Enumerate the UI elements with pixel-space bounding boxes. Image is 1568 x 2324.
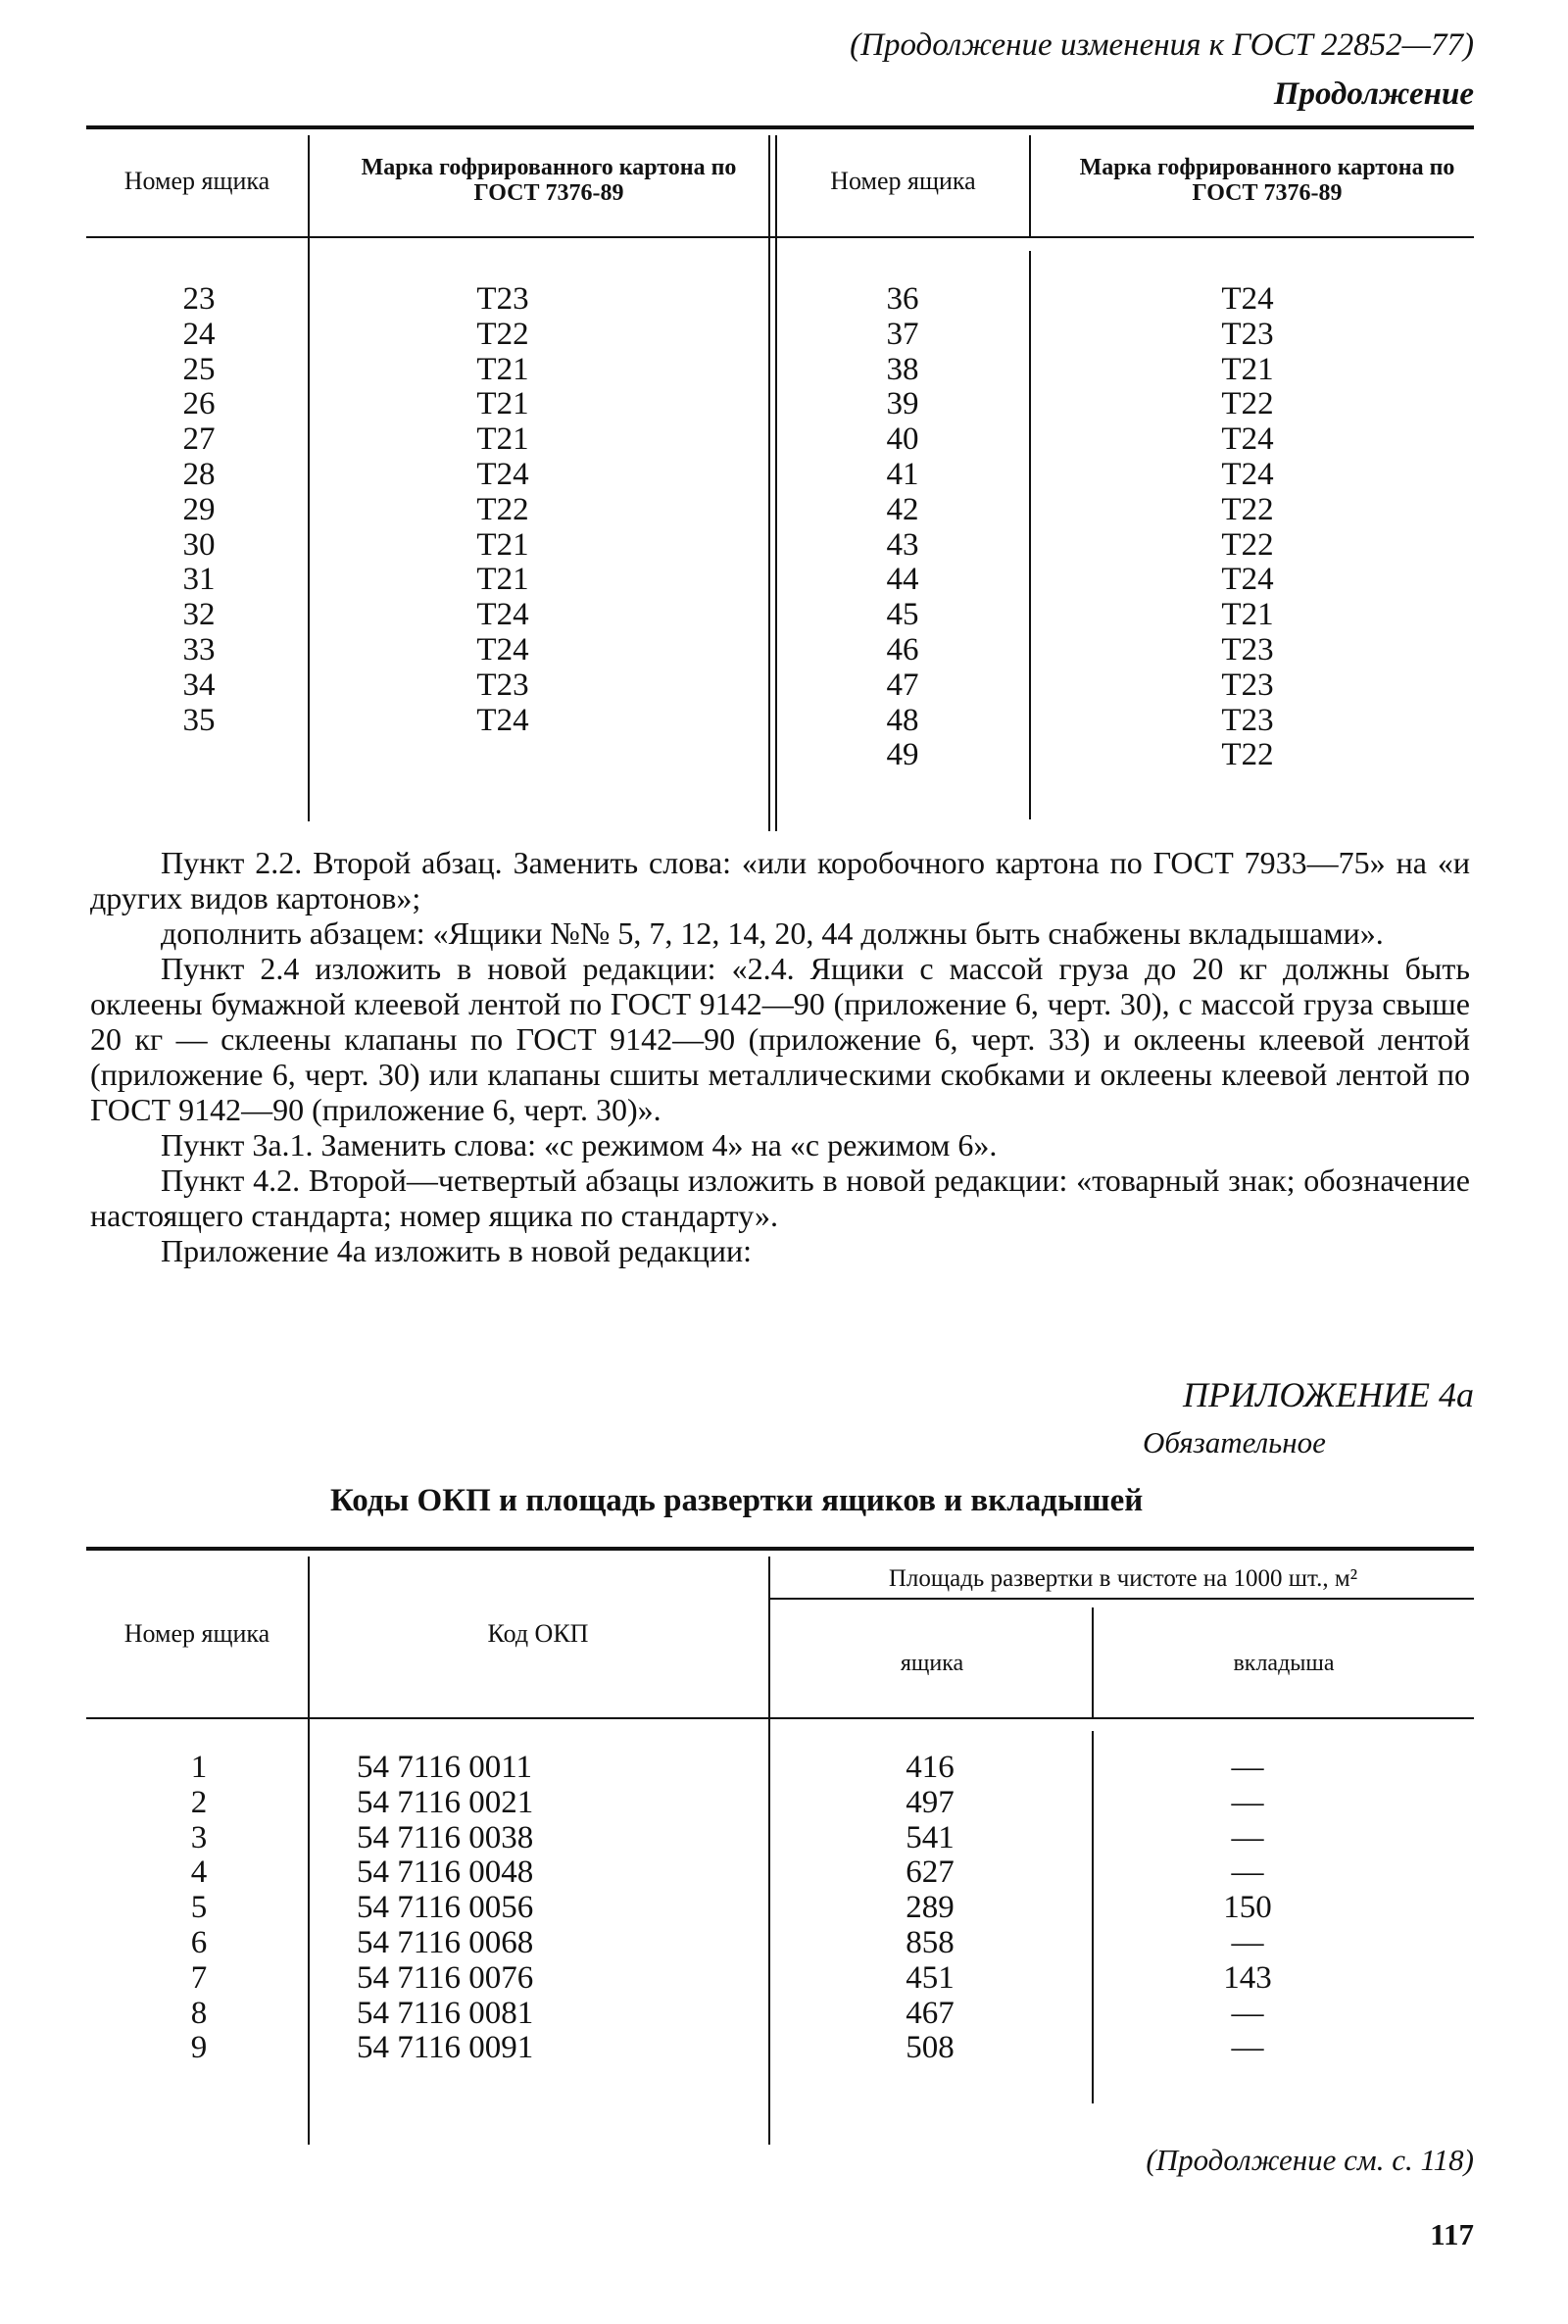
table-cell-box-number: 47 (886, 667, 919, 703)
table-cell-grade: Т21 (476, 421, 529, 458)
table-top-rule (86, 125, 1474, 129)
table-cell-box-number: 9 (190, 2030, 208, 2066)
table-cell-box-number: 8 (190, 1995, 208, 2031)
table-cell-insert-area: — (1231, 1819, 1264, 1855)
insert-areas (1174, 1751, 1321, 2066)
paragraph: Приложение 4а изложить в новой редакции: (161, 1233, 753, 1268)
table-cell-grade: Т24 (476, 597, 529, 633)
paragraph: Пункт 3а.1. Заменить слова: «с режимом 4» на «с режимом 6». (161, 1127, 998, 1162)
appendix-status: Обязательное (1143, 1425, 1326, 1459)
okp-code-table (86, 1547, 1474, 2147)
header-grade: Марка гофрированного картона по ГОСТ 7376-89 (1079, 155, 1455, 206)
table-cell-box-number: 5 (190, 1890, 208, 1926)
table-cell-grade: Т23 (476, 667, 529, 703)
left-grades (429, 282, 576, 738)
table-cell-box-number: 1 (190, 1750, 208, 1785)
table-cell-grade: Т23 (1221, 667, 1274, 703)
header-grade: Марка гофрированного картона по ГОСТ 7376-89 (361, 155, 737, 206)
table-cell-box-number: 34 (182, 667, 216, 703)
table-cell-grade: Т22 (476, 491, 529, 527)
table-cell-grade: Т22 (1221, 737, 1274, 773)
table-cell-box-number: 30 (182, 526, 216, 563)
table-cell-box-area: 416 (906, 1750, 955, 1785)
table-title: Коды ОКП и площадь развертки ящиков и вкладышей (330, 1483, 1144, 1518)
header-box-number: Номер ящика (123, 167, 270, 195)
table-cell-insert-area: 150 (1223, 1890, 1272, 1926)
table-cell-box-number: 29 (182, 491, 216, 527)
header-okp-code: Код ОКП (487, 1619, 589, 1648)
table-cell-box-number: 27 (182, 421, 216, 458)
table-cell-grade: Т23 (476, 281, 529, 317)
table-cell-box-number: 4 (190, 1854, 208, 1891)
table-cell-box-number: 49 (886, 737, 919, 773)
table-cell-insert-area: — (1231, 1854, 1264, 1891)
table-cell-box-area: 467 (906, 1995, 955, 2031)
column-divider (1092, 1731, 1094, 2103)
table-cell-insert-area: 143 (1223, 1959, 1272, 1996)
table-cell-box-number: 6 (190, 1924, 208, 1960)
table-cell-box-number: 45 (886, 597, 919, 633)
table-cell-box-number: 48 (886, 702, 919, 738)
table-cell-grade: Т23 (1221, 702, 1274, 738)
okp-codes (357, 1751, 602, 2066)
table-cell-box-area: 497 (906, 1784, 955, 1820)
table-cell-box-area: 289 (906, 1890, 955, 1926)
column-divider (768, 1557, 770, 2145)
table-cell-grade: Т21 (476, 562, 529, 598)
table-cell-box-number: 46 (886, 631, 919, 668)
column-divider (1029, 251, 1031, 819)
table-cell-box-number: 3 (190, 1819, 208, 1855)
table-cell-box-number: 2 (190, 1784, 208, 1820)
table-cell-grade: Т21 (476, 526, 529, 563)
box-numbers (125, 1751, 272, 2066)
table-cell-box-number: 33 (182, 631, 216, 668)
table-cell-box-number: 44 (886, 562, 919, 598)
header-box-number: Номер ящика (830, 167, 976, 195)
table-cell-box-number: 36 (886, 281, 919, 317)
table-cell-box-number: 35 (182, 702, 216, 738)
table-cell-box-area: 451 (906, 1959, 955, 1996)
header-area: Площадь развертки в чистоте на 1000 шт., м² (888, 1565, 1358, 1592)
page-number: 117 (1430, 2217, 1474, 2251)
table-cell-box-number: 24 (182, 316, 216, 352)
table-cell-grade: Т24 (476, 702, 529, 738)
table-cell-box-area: 858 (906, 1924, 955, 1960)
table-cell-box-area: 508 (906, 2030, 955, 2066)
table-cell-grade: Т24 (1221, 421, 1274, 458)
table-cell-grade: Т24 (1221, 281, 1274, 317)
left-box-numbers (125, 282, 272, 738)
table-cell-box-number: 26 (182, 386, 216, 422)
column-divider (1029, 135, 1031, 237)
table-cell-box-number: 40 (886, 421, 919, 458)
table-cell-okp-code: 54 7116 0091 (357, 2030, 534, 2066)
table-top-rule (86, 1547, 1474, 1551)
column-divider (308, 135, 310, 821)
table-cell-box-number: 31 (182, 562, 216, 598)
table-cell-insert-area: — (1231, 2030, 1264, 2066)
table-cell-okp-code: 54 7116 0076 (357, 1959, 534, 1996)
appendix-title: ПРИЛОЖЕНИЕ 4а (1183, 1375, 1474, 1414)
table-cell-okp-code: 54 7116 0021 (357, 1784, 534, 1820)
table-cell-box-number: 7 (190, 1959, 208, 1996)
paragraph: Пункт 2.4 изложить в новой редакции: «2.4. Ящики с массой груза до 20 кг должны быть оклеены бумажной клеевой лентой по ГОСТ 9142—90 (приложение 6, черт. 30), с массой груза свыше 20 кг — склеены клапаны по ГОСТ 9142—90 (приложение 6, черт. 33) и оклеены клеевой лентой (приложение 6, черт. 30) или клапаны сшиты металлическими скобками и оклеены клеевой лентой по ГОСТ 9142—90 (приложение 6, черт. 30)». (90, 951, 1470, 1127)
table-cell-box-number: 37 (886, 316, 919, 352)
table-cell-grade: Т24 (476, 456, 529, 492)
right-grades (1174, 282, 1321, 773)
paragraph: Пункт 4.2. Второй—четвертый абзацы изложить в новой редакции: «товарный знак; обозначение настоящего стандарта; номер ящика по стандарту». (90, 1162, 1470, 1233)
table-cell-box-number: 25 (182, 351, 216, 387)
continuation-label: Продолжение (1273, 76, 1474, 112)
table-cell-grade: Т24 (476, 631, 529, 668)
table-cell-grade: Т24 (1221, 456, 1274, 492)
table-cell-grade: Т22 (476, 316, 529, 352)
table-cell-insert-area: — (1231, 1784, 1264, 1820)
table-cell-box-number: 39 (886, 386, 919, 422)
sub-header-rule (768, 1598, 1474, 1600)
table-cell-okp-code: 54 7116 0081 (357, 1995, 534, 2031)
header-area-box: ящика (900, 1651, 964, 1676)
amendment-text (90, 845, 1470, 1268)
running-header: (Продолжение изменения к ГОСТ 22852—77) (850, 27, 1474, 63)
table-cell-insert-area: — (1231, 1750, 1264, 1785)
table-cell-box-area: 627 (906, 1854, 955, 1891)
table-cell-okp-code: 54 7116 0048 (357, 1854, 534, 1891)
paragraph: дополнить абзацем: «Ящики №№ 5, 7, 12, 14, 20, 44 должны быть снабжены вкладышами». (161, 915, 1384, 951)
cardboard-grade-table (86, 125, 1474, 831)
table-cell-insert-area: — (1231, 1924, 1264, 1960)
table-cell-grade: Т24 (1221, 562, 1274, 598)
header-box-number: Номер ящика (123, 1619, 270, 1648)
column-divider-double (775, 135, 777, 831)
table-cell-okp-code: 54 7116 0068 (357, 1924, 534, 1960)
table-cell-okp-code: 54 7116 0056 (357, 1890, 534, 1926)
table-cell-box-number: 38 (886, 351, 919, 387)
table-cell-box-number: 41 (886, 456, 919, 492)
table-cell-grade: Т22 (1221, 491, 1274, 527)
table-cell-grade: Т23 (1221, 631, 1274, 668)
continuation-note: (Продолжение см. с. 118) (1146, 2143, 1474, 2177)
paragraph: Пункт 2.2. Второй абзац. Заменить слова: «или коробочного картона по ГОСТ 7933—75» на «и других видов картонов»; (90, 845, 1470, 915)
table-cell-okp-code: 54 7116 0038 (357, 1819, 534, 1855)
table-cell-grade: Т21 (476, 386, 529, 422)
table-cell-box-number: 42 (886, 491, 919, 527)
table-header-rule (86, 1717, 1474, 1719)
table-cell-grade: Т21 (476, 351, 529, 387)
box-areas (857, 1751, 1004, 2066)
table-cell-box-number: 32 (182, 597, 216, 633)
table-cell-grade: Т22 (1221, 386, 1274, 422)
table-cell-box-area: 541 (906, 1819, 955, 1855)
table-cell-insert-area: — (1231, 1995, 1264, 2031)
table-cell-grade: Т22 (1221, 526, 1274, 563)
table-cell-grade: Т21 (1221, 351, 1274, 387)
table-cell-box-number: 23 (182, 281, 216, 317)
table-cell-grade: Т23 (1221, 316, 1274, 352)
column-divider-double (768, 135, 770, 831)
header-area-insert: вкладыша (1233, 1651, 1335, 1676)
table-cell-okp-code: 54 7116 0011 (357, 1750, 533, 1785)
table-header-rule (86, 236, 1474, 238)
table-cell-box-number: 43 (886, 526, 919, 563)
table-cell-grade: Т21 (1221, 597, 1274, 633)
right-box-numbers (829, 282, 976, 773)
table-cell-box-number: 28 (182, 456, 216, 492)
